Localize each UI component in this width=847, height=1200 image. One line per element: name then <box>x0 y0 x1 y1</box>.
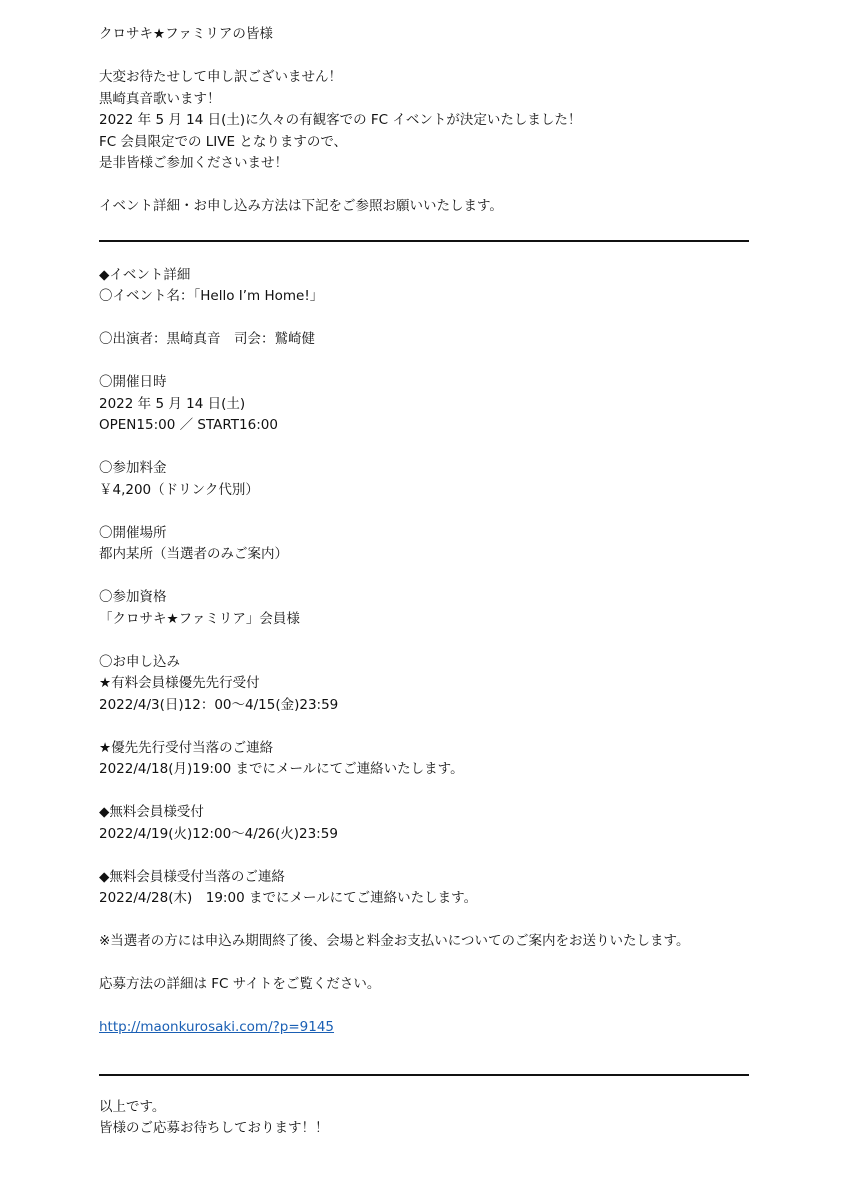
intro-line: 2022 年 5 月 14 日(土)に久々の有観客での FC イベントが決定いたしました！ <box>99 112 582 128</box>
eligibility-value: 「クロサキ★ファミリア」会員様 <box>99 610 300 627</box>
intro-line: 大変お待たせして申し訳ございません！ <box>99 69 342 85</box>
fc-site-link[interactable]: http://maonkurosaki.com/?p=9145 <box>99 1019 335 1035</box>
intro-line: 黒崎真音歌います！ <box>99 90 221 107</box>
closing-line: 以上です。 <box>99 1098 166 1115</box>
time-value: OPEN15:00 ／ START16:00 <box>99 417 278 433</box>
intro-line: FC 会員限定での LIVE となりますので、 <box>99 133 348 150</box>
date-value: 2022 年 5 月 14 日(土) <box>99 395 246 412</box>
refer-line: イベント詳細・お申し込み方法は下記をご参照お願いいたします。 <box>99 198 503 214</box>
free-label: ◆無料会員様受付 <box>99 804 204 820</box>
paid-priority-period: 2022/4/3(日)12：00～4/15(金)23:59 <box>99 696 339 713</box>
closing-line: 皆様のご応募お待ちしております！！ <box>99 1120 329 1136</box>
apply-label: 〇お申し込み <box>99 653 180 670</box>
announcement-document <box>99 24 749 1140</box>
details-heading: ◆イベント詳細 <box>99 266 191 283</box>
performers: 〇出演者：黒崎真音 司会：鷲崎健 <box>99 331 315 347</box>
venue-value: 都内某所（当選者のみご案内） <box>99 546 288 562</box>
free-result-value: 2022/4/28(木) 19:00 までにメールにてご連絡いたします。 <box>99 890 478 906</box>
event-name: 〇イベント名：「Hello I’m Home!」 <box>99 288 324 304</box>
fee-label: 〇参加料金 <box>99 460 167 476</box>
paid-result-value: 2022/4/18(月)19:00 までにメールにてご連絡いたします。 <box>99 761 464 777</box>
paid-result-label: ★優先先行受付当落のご連絡 <box>99 739 274 756</box>
intro-line: 是非皆様ご参加くださいませ！ <box>99 155 288 171</box>
date-label: 〇開催日時 <box>99 374 167 390</box>
fee-value: ￥4,200（ドリンク代別） <box>99 481 259 498</box>
site-note: 応募方法の詳細は FC サイトをご覧ください。 <box>99 976 381 992</box>
free-period: 2022/4/19(火)12:00～4/26(火)23:59 <box>99 825 338 842</box>
salutation: クロサキ★ファミリアの皆様 <box>99 26 273 42</box>
winner-note: ※当選者の方には申込み期間終了後、会場と料金お支払いについてのご案内をお送りいたします。 <box>99 933 690 949</box>
venue-label: 〇開催場所 <box>99 524 167 541</box>
free-result-label: ◆無料会員様受付当落のご連絡 <box>99 868 285 885</box>
eligibility-label: 〇参加資格 <box>99 589 167 605</box>
paid-priority-label: ★有料会員様優先先行受付 <box>99 675 260 691</box>
